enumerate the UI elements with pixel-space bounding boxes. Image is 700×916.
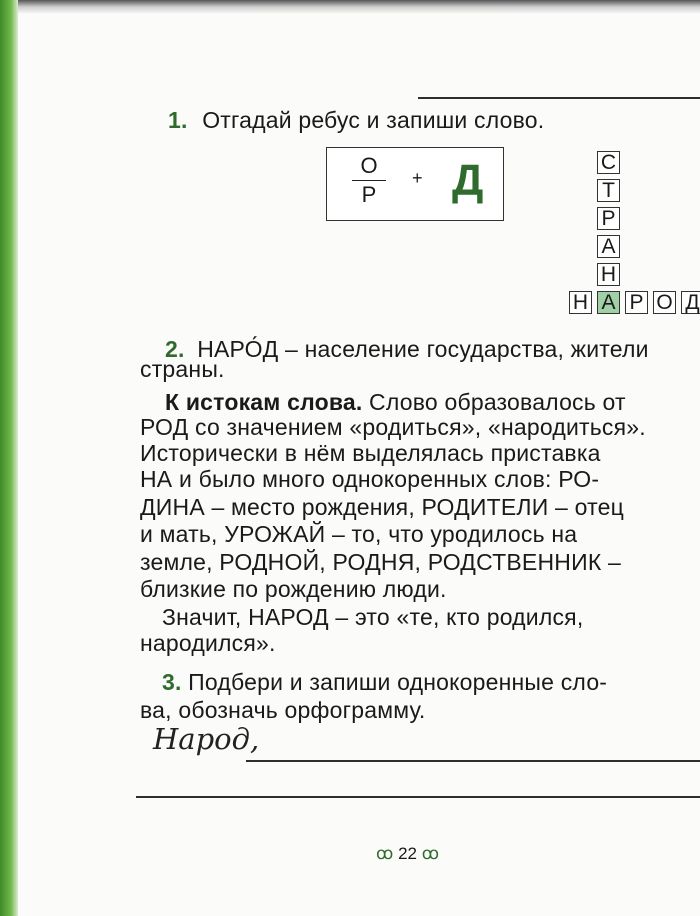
crossword-cell: С: [597, 151, 620, 174]
task2-number: 2.: [165, 336, 185, 362]
etymology-line: земле, РОДНОЙ, РОДНЯ, РОДСТВЕННИК –: [140, 549, 621, 575]
page-number: 22: [398, 844, 417, 863]
etymology-line: и мать, УРОЖАЙ – то, что уродилось на: [140, 521, 578, 547]
rebus-fraction: [349, 154, 389, 207]
etymology-heading-rest: Слово образовалось от: [362, 389, 626, 415]
task2-definition: НАРО́Д – население государства, жители: [197, 336, 649, 362]
handwritten-word: Народ,: [153, 722, 260, 756]
page-footer: [376, 844, 439, 864]
page-green-edge: [0, 0, 18, 916]
answer-line-top[interactable]: [418, 97, 700, 99]
etymology-line: близкие по рождению люди.: [140, 576, 447, 602]
task2-line-2: страны.: [140, 356, 225, 382]
rebus-box: [326, 147, 504, 221]
footer-ornament-left-icon: ꝏ: [376, 844, 394, 863]
etymology-line: РОД со значением «родиться», «народиться».: [140, 414, 646, 440]
footer-ornament-right-icon: ꝏ: [421, 844, 440, 863]
etymology-heading: К истокам слова.: [165, 389, 363, 415]
task3-text-1: Подбери и запиши однокоренные сло-: [181, 669, 608, 695]
crossword-cell: А: [597, 235, 620, 258]
answer-line-2[interactable]: [136, 796, 700, 798]
rebus-letter: Д: [452, 156, 484, 205]
rebus-plus: +: [412, 168, 423, 188]
rebus-numerator: О: [360, 153, 378, 178]
task3-number: 3.: [162, 669, 182, 695]
crossword-cell: Н: [569, 291, 592, 314]
task1-text: Отгадай ребус и запиши слово.: [202, 107, 545, 133]
conclusion-line: народился».: [140, 630, 276, 656]
crossword-cell: Т: [597, 179, 620, 202]
task2-line-1: [165, 336, 649, 363]
crossword-cell-shared: А: [597, 291, 620, 314]
fraction-bar: [352, 180, 386, 181]
crossword-cell: Н: [597, 263, 620, 286]
crossword-cell: Д: [681, 291, 700, 314]
page-top-shadow: [18, 0, 700, 14]
crossword-cell: Р: [625, 291, 648, 314]
conclusion-line: Значит, НАРОД – это «те, кто родился,: [162, 604, 584, 630]
answer-line-1[interactable]: [246, 760, 700, 762]
task3-line-2: ва, обозначь орфограмму.: [140, 697, 426, 723]
etymology-line: НА и было много однокоренных слов: РО-: [140, 466, 600, 492]
task3-line-1: [162, 669, 607, 696]
crossword-cell: Р: [597, 207, 620, 230]
etymology-line: Исторически в нём выделялась приставка: [140, 440, 601, 466]
crossword-cell: О: [653, 291, 676, 314]
task1-line: [168, 107, 544, 134]
etymology-heading-line: [165, 389, 626, 416]
rebus-denominator: Р: [361, 182, 377, 207]
etymology-line: ДИНА – место рождения, РОДИТЕЛИ – отец: [140, 494, 624, 520]
task1-number: 1.: [168, 107, 188, 133]
